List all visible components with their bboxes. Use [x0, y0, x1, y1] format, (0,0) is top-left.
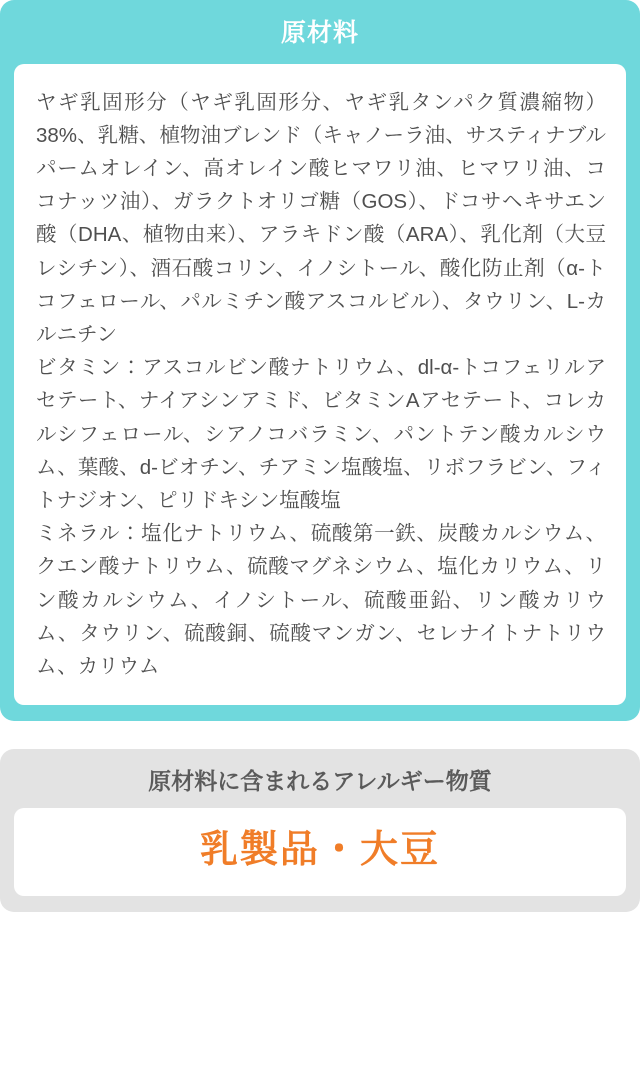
bottom-spacer [0, 912, 640, 930]
allergy-card [14, 808, 626, 896]
ingredients-paragraph: ミネラル：塩化ナトリウム、硫酸第一鉄、炭酸カルシウム、クエン酸ナトリウム、硫酸マグネシウム、塩化カリウム、リン酸カルシウム、イノシトール、硫酸亜鉛、リン酸カリウム、タウリン、硫酸銅、硫酸マンガン、セレナイトナトリウム、カリウム [36, 522, 606, 678]
allergy-value: 乳製品・大豆 [199, 829, 440, 872]
allergy-panel [0, 749, 640, 912]
ingredients-paragraph: ビタミン：アスコルビン酸ナトリウム、dl-α-トコフェリルアセテート、ナイアシンアミド、ビタミンAアセテート、コレカルシフェロール、シアノコバラミン、パントテン酸カルシウム、葉酸、d-ビオチン、チアミン塩酸塩、リボフラビン、フィトナジオン、ピリドキシン塩酸塩 [36, 356, 606, 512]
ingredients-card [14, 64, 626, 706]
ingredients-paragraph: ヤギ乳固形分（ヤギ乳固形分、ヤギ乳タンパク質濃縮物）38%、乳糖、植物油ブレンド（キャノーラ油、サスティナブルパームオレイン、高オレイン酸ヒマワリ油、ヒマワリ油、ココナッツ油）、ガラクトオリゴ糖（GOS）、ドコサヘキサエン酸（DHA、植物由来）、アラキドン酸（ARA）、乳化剤（大豆レシチン）、酒石酸コリン、イノシトール、酸化防止剤（α-トコフェロール、パルミチン酸アスコルビル）、タウリン、L-カルニチン [36, 90, 606, 346]
allergy-panel-title: 原材料に含まれるアレルギー物質 [148, 768, 492, 795]
ingredients-panel-title: 原材料 [280, 19, 359, 47]
